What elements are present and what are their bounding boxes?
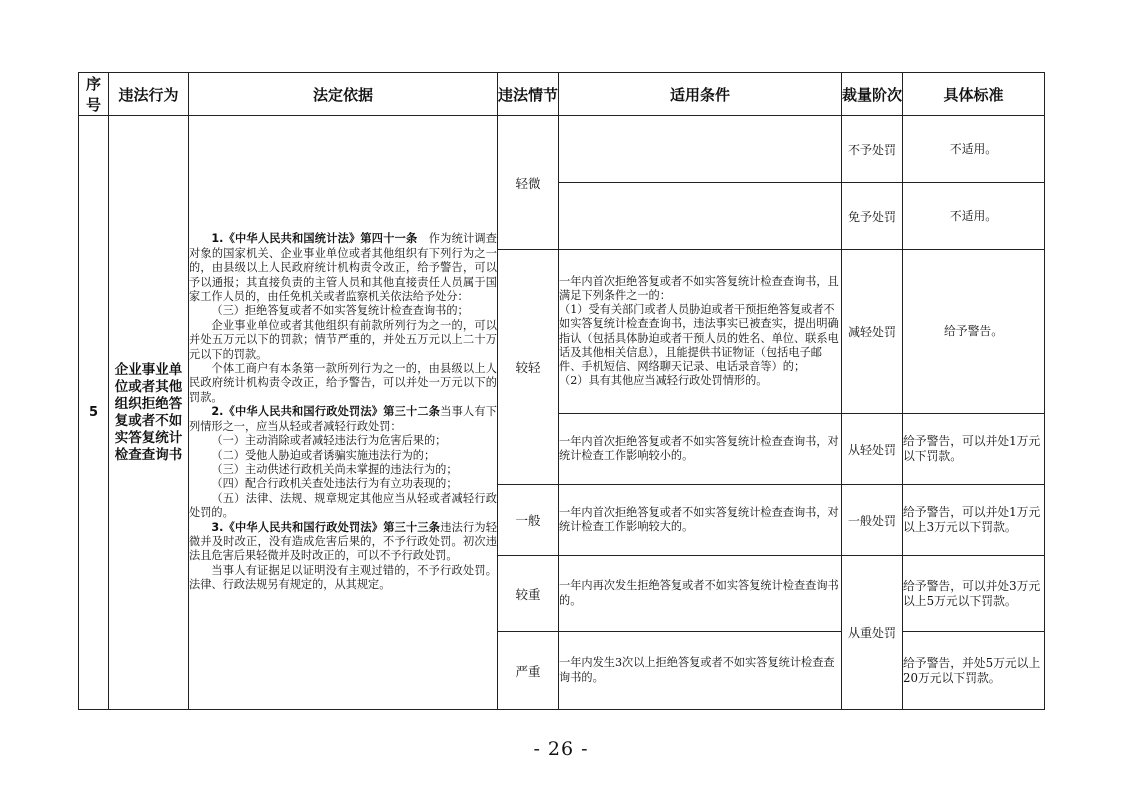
basis-paragraph — [189, 521, 497, 564]
basis-paragraph: （二）受他人胁迫或者诱骗实施违法行为的； — [211, 448, 436, 462]
condition-cell — [559, 116, 842, 183]
specific-standard: 给予警告，并处5万元以上20万元以下罚款。 — [903, 632, 1045, 710]
circumstance-serious: 严重 — [498, 632, 559, 710]
condition-cell: 一年内发生3次以上拒绝答复或者不如实答复统计检查查询书的。 — [559, 632, 842, 710]
basis-paragraph: （三）主动供述行政机关尚未掌握的违法行为的； — [211, 462, 458, 476]
specific-standard: 不适用。 — [903, 116, 1045, 183]
basis-text: 违法行为轻微并及时改正，没有造成危害后果的，不予行政处罚。初次违法且危害后果轻微并及时改正的，可以不予行政处罚。 — [189, 520, 497, 563]
basis-text: 当事人有下列情形之一，应当从轻或者减轻行政处罚： — [189, 405, 497, 433]
condition-cell: 一年内首次拒绝答复或者不如实答复统计检查查询书，且满足下列条件之一的： （1）受有关部门或者人员胁迫或者干预拒绝答复或者不如实答复统计检查查询书，违法事实已被查实，提出明确指认（包括具体胁迫或者干预人员的姓名、单位、联系电话及其他相关信息），且能提供书证物证（包括电子邮件、手机短信、网络聊天记录、电话录音等）的； （2）具有其他应当减轻行政处罚情形的。 — [559, 250, 842, 414]
specific-standard: 给予警告，可以并处3万元以上5万元以下罚款。 — [903, 556, 1045, 632]
specific-standard: 给予警告，可以并处1万元以下罚款。 — [903, 414, 1045, 485]
circumstance-heavier: 较重 — [498, 556, 559, 632]
table-row — [79, 116, 1045, 183]
circumstance-slight: 轻微 — [498, 116, 559, 250]
condition-cell: 一年内首次拒绝答复或者不如实答复统计检查查询书，对统计检查工作影响较大的。 — [559, 485, 842, 556]
discretion-level: 一般处罚 — [842, 485, 903, 556]
header-specific-standard: 具体标准 — [903, 73, 1045, 116]
header-discretion-level: 裁量阶次 — [842, 73, 903, 116]
header-legal-basis: 法定依据 — [189, 73, 498, 116]
law-citation: 1.《中华人民共和国统计法》第四十一条 — [211, 232, 418, 246]
basis-paragraph: （四）配合行政机关查处违法行为有立功表现的； — [211, 477, 458, 491]
condition-cell: 一年内首次拒绝答复或者不如实答复统计检查查询书，对统计检查工作影响较小的。 — [559, 414, 842, 485]
discretion-level: 减轻处罚 — [842, 250, 903, 414]
law-citation: 2.《中华人民共和国行政处罚法》第三十二条 — [211, 405, 441, 419]
condition-cell — [559, 183, 842, 250]
specific-standard: 给予警告，可以并处1万元以上3万元以下罚款。 — [903, 485, 1045, 556]
discretion-level: 从轻处罚 — [842, 414, 903, 485]
row-seq: 5 — [79, 116, 109, 710]
legal-basis-cell — [189, 116, 498, 710]
basis-paragraph: 个体工商户有本条第一款所列行为之一的，由县级以上人民政府统计机构责令改正，给予警告，可以并处一万元以下的罚款。 — [189, 362, 497, 404]
circumstance-general: 一般 — [498, 485, 559, 556]
condition-cell: 一年内再次发生拒绝答复或者不如实答复统计检查查询书的。 — [559, 556, 842, 632]
basis-paragraph — [189, 405, 497, 434]
violation-text: 企业事业单位或者其他组织拒绝答复或者不如实答复统计检查查询书 — [109, 116, 189, 710]
discretion-level: 不予处罚 — [842, 116, 903, 183]
basis-text: 作为统计调查对象的国家机关、企业事业单位或者其他组织有下列行为之一的，由县级以上人民政府统计机构责令改正，给予警告，可以予以通报；其直接负责的主管人员和其他直接责任人员属于国家工作人员的，由任免机关或者监察机关依法给予处分： — [189, 232, 497, 304]
header-circumstance: 违法情节 — [498, 73, 559, 116]
page-number: - 26 - — [533, 738, 589, 760]
specific-standard: 不适用。 — [903, 183, 1045, 250]
discretion-level: 免予处罚 — [842, 183, 903, 250]
header-conditions: 适用条件 — [559, 73, 842, 116]
discretion-level: 从重处罚 — [842, 556, 903, 710]
basis-paragraph — [189, 232, 497, 304]
header-seq: 序号 — [79, 73, 109, 116]
law-citation: 3.《中华人民共和国行政处罚法》第三十三条 — [211, 520, 441, 534]
basis-paragraph: （一）主动消除或者减轻违法行为危害后果的； — [211, 434, 447, 448]
basis-paragraph: 企业事业单位或者其他组织有前款所列行为之一的，可以并处五万元以下的罚款；情节严重的，并处五万元以上二十万元以下的罚款。 — [189, 318, 497, 361]
specific-standard: 给予警告。 — [903, 250, 1045, 414]
penalty-standard-table — [78, 72, 1045, 710]
basis-paragraph: 当事人有证据足以证明没有主观过错的，不予行政处罚。法律、行政法规另有规定的，从其规定。 — [189, 563, 497, 592]
basis-paragraph: （三）拒绝答复或者不如实答复统计检查查询书的； — [211, 304, 469, 318]
circumstance-lighter: 较轻 — [498, 250, 559, 485]
basis-paragraph: （五）法律、法规、规章规定其他应当从轻或者减轻行政处罚的。 — [189, 491, 497, 520]
header-violation: 违法行为 — [109, 73, 189, 116]
header-row — [79, 73, 1045, 116]
